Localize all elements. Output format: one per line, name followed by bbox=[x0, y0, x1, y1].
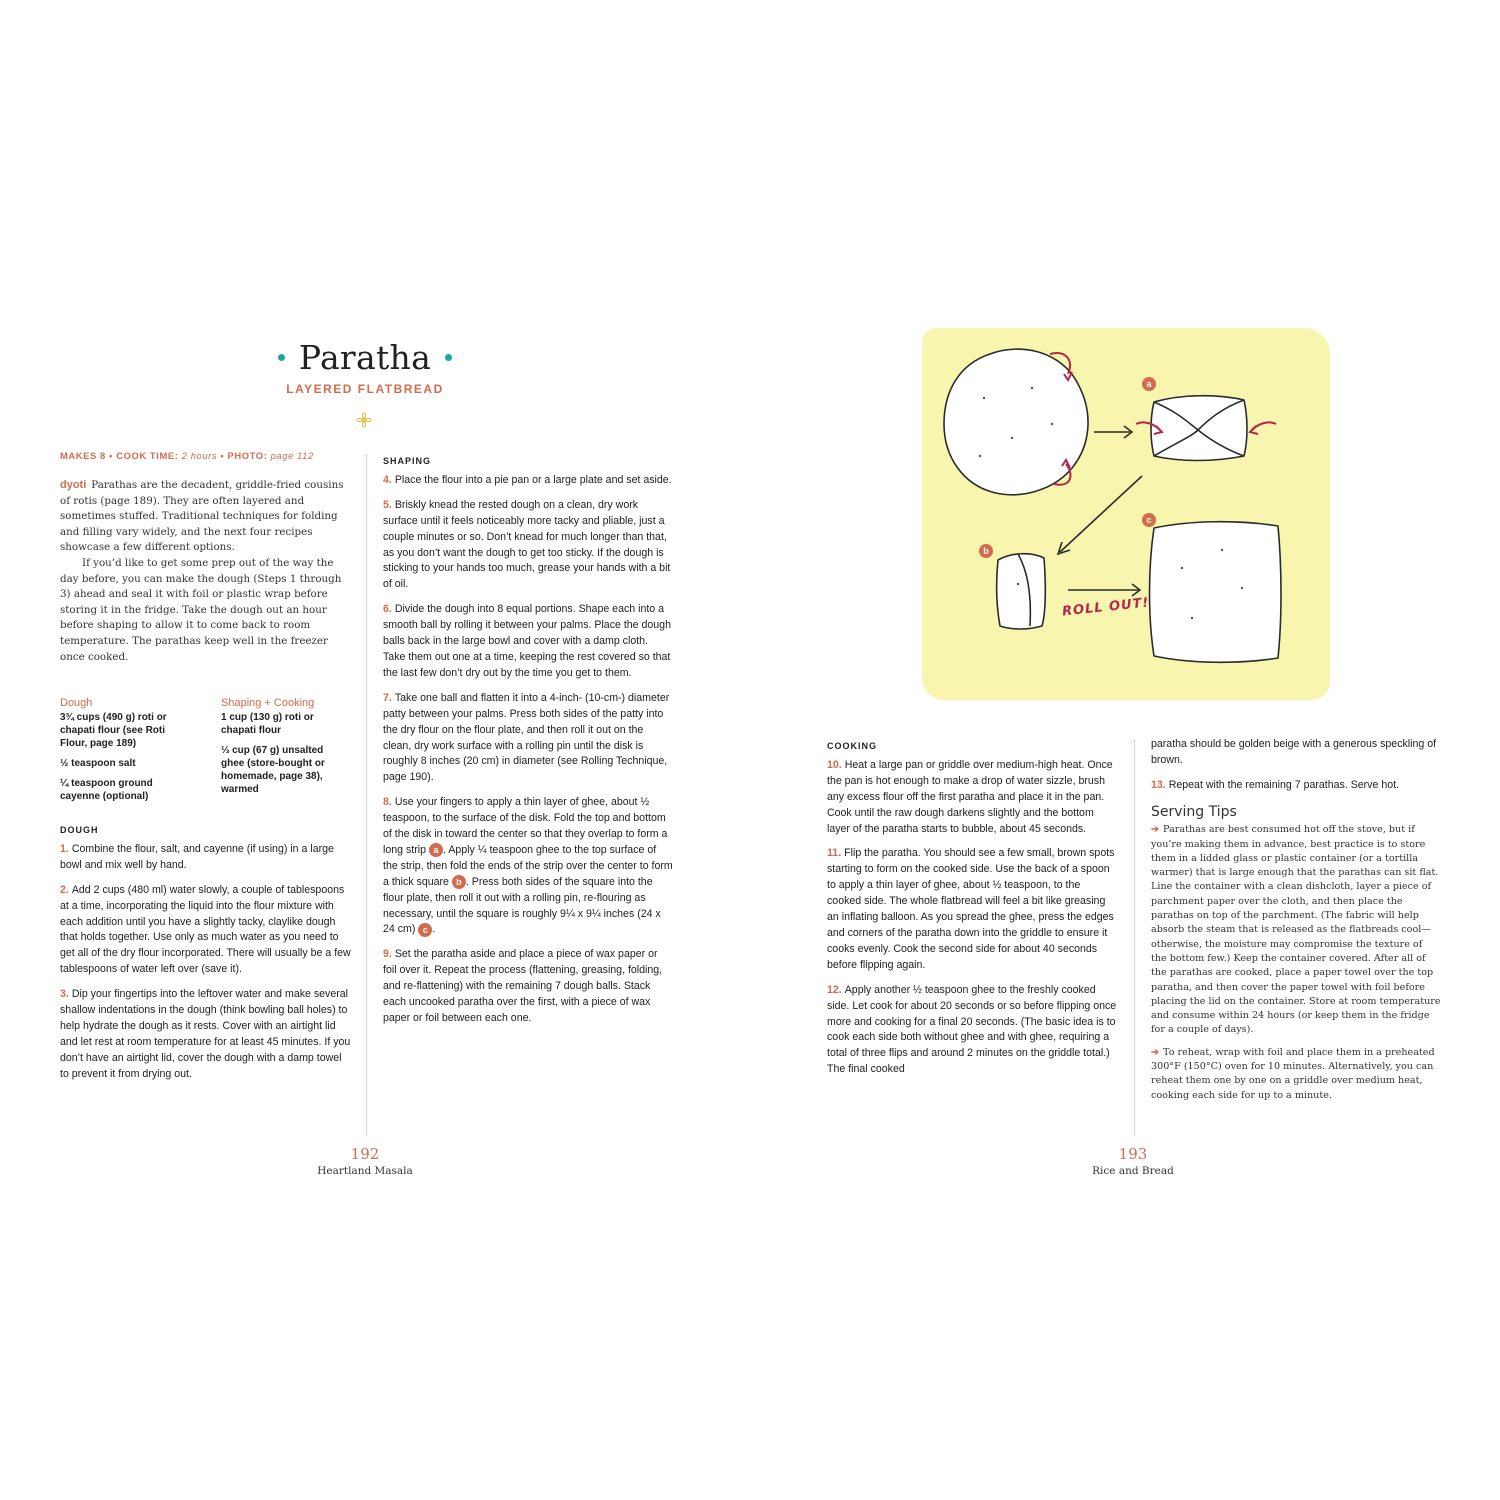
dough-section bbox=[60, 823, 352, 1092]
step-number: 5. bbox=[383, 498, 392, 511]
title-dot-left bbox=[278, 354, 285, 361]
step-7 bbox=[383, 691, 673, 786]
running-footer-right: Rice and Bread bbox=[1092, 1165, 1174, 1177]
step-8 bbox=[383, 795, 673, 938]
recipe-intro bbox=[60, 478, 350, 665]
recipe-meta bbox=[60, 450, 350, 461]
title-dot-right bbox=[445, 354, 452, 361]
dough-ingredients-heading: Dough bbox=[60, 697, 93, 709]
folding-illustration bbox=[922, 328, 1330, 700]
ingredient-item: 1 cup (130 g) roti or chapati flour bbox=[221, 712, 314, 736]
step-10 bbox=[827, 758, 1117, 838]
arrow-icon: ➔ bbox=[1151, 824, 1160, 836]
step-number: 9. bbox=[383, 948, 392, 961]
page-number-left: 192 bbox=[350, 1145, 380, 1163]
step-text: Divide the dough into 8 equal portions. Shape each into a smooth ball by rolling it between your palms. Place the dough balls back in the large bowl and cover with a damp cloth. Take them out one at a time, keeping the rest covered so that the last few don’t dry out by the time you get to them. bbox=[383, 603, 671, 679]
rolled-square-shape bbox=[1150, 522, 1282, 663]
ingredient-item: ½ teaspoon salt bbox=[60, 758, 136, 769]
step-text: Briskly knead the rested dough on a clean, dry work surface until it feels noticeably more tacky and pliable, just a couple minutes or so. Don’t knead for much longer than that, as you don’t want the dough to get too sticky. If the dough is sticking to your hands too much, grease your hands with a bit of oil. bbox=[383, 498, 671, 591]
column-divider bbox=[1134, 740, 1135, 1135]
step-9 bbox=[383, 947, 673, 1027]
step-text: Repeat with the remaining 7 parathas. Serve hot. bbox=[1168, 778, 1399, 791]
serving-tip-2 bbox=[1151, 1046, 1441, 1103]
serving-tips-heading: Serving Tips bbox=[1151, 804, 1237, 820]
step-12-continuation: paratha should be golden beige with a generous speckling of brown. bbox=[1151, 738, 1437, 766]
step-text: Set the paratha aside and place a piece of wax paper or foil over it. Repeat the process (flattening, greasing, folding, and re-flattening) with the remaining 7 dough balls. Stack each uncooked paratha over the first, with a piece of wax paper or foil between each one. bbox=[383, 948, 663, 1024]
step-3 bbox=[60, 987, 352, 1082]
step-text: Add 2 cups (480 ml) water slowly, a couple of tablespoons at a time, incorporating the liquid into the flour mixture with each addition until you have a slightly tacky, claylike dough that holds together. Use only as much water as you need to get all of the dry flour incorporated. There will usually be a few tablespoons of water left over (save it). bbox=[60, 883, 351, 976]
shaping-section-heading: SHAPING bbox=[383, 456, 432, 466]
cooking-continuation bbox=[1151, 737, 1441, 803]
shaping-ingredients bbox=[221, 697, 346, 803]
ingredient-item: 3¾ cups (490 g) roti or chapati flour (see Roti Flour, page 189) bbox=[60, 712, 167, 749]
step-text: Combine the flour, salt, and cayenne (if using) in a large bowl and mix well by hand. bbox=[60, 842, 334, 871]
step-number: 11. bbox=[827, 847, 842, 860]
step-2 bbox=[60, 883, 352, 978]
arrow-icon: ➔ bbox=[1151, 1046, 1160, 1058]
step-12 bbox=[827, 983, 1117, 1078]
step-13 bbox=[1151, 778, 1441, 794]
illustration-label-a: a bbox=[1142, 377, 1156, 391]
step-text: Apply another ½ teaspoon ghee to the freshly cooked side. Let cook for about 20 seconds or so before flipping once more and cooking for a final 20 seconds. (The basic idea is to cook each side both without ghee and with ghee, requiring a total of three flips and around 2 minutes on the griddle total.) The final cooked bbox=[827, 983, 1117, 1076]
step-text: Dip your fingertips into the leftover water and make several shallow indentations in the dough (think bowling ball holes) to help hydrate the dough as it rests. Cover with an airtight lid and let rest at room temperature for at least 45 minutes. If you don’t have an airtight lid, cover the dough with a damp towel to prevent it from drying out. bbox=[60, 988, 351, 1080]
dough-section-heading: DOUGH bbox=[60, 825, 99, 835]
recipe-title-row bbox=[240, 332, 490, 382]
photo-page-link: page 112 bbox=[270, 450, 314, 461]
ingredient-item: ⅓ cup (67 g) unsalted ghee (store-bought or homemade, page 38), warmed bbox=[221, 745, 325, 795]
recipe-title: Paratha bbox=[298, 337, 432, 377]
step-11 bbox=[827, 846, 1117, 973]
shaping-ingredients-heading: Shaping + Cooking bbox=[221, 697, 315, 709]
roll-out-label: ROLL OUT! bbox=[1061, 595, 1151, 620]
step-text: Take one ball and flatten it into a 4-inch- (10-cm-) diameter patty between your palms. Press both sides of the patty into the dry flour on the flour plate, and then roll it out on the clean, dry work surface with a rolling pin until the disk is roughly 8 inches (20 cm) in diameter (see Rolling Technique, page 190). bbox=[383, 691, 670, 784]
cooking-section bbox=[827, 739, 1117, 1087]
step-number: 6. bbox=[383, 603, 392, 616]
tip-text: Parathas are best consumed hot off the stove, but if you’re making them in advance, best practice is to store them in a lidded glass or plastic container (or a tortilla warmer) that is large enough that the parathas can sit flat. Line the container with a clean dishcloth, layer a piece of parchment paper over the cloth, and then place the parathas on top of the parchment. (The fabric will help absorb the steam that is released as the flatbreads cool—otherwise, the moisture may compromise the texture of the bottom few.) Keep the container covered. After all of the parathas are cooked, place a paper towel over the top paratha, and then cover the paper towel with foil before placing the lid on the container. Store at room temperature and consume within 24 hours (or keep them in the fridge for a couple of days). bbox=[1151, 824, 1441, 1036]
serving-tips bbox=[1151, 805, 1441, 1111]
folded-square-shape bbox=[997, 554, 1046, 629]
illustration-label-c: c bbox=[1142, 513, 1156, 527]
page-number-right: 193 bbox=[1118, 1145, 1148, 1163]
cook-time-value: 2 hours bbox=[181, 450, 218, 461]
dough-disk-shape bbox=[944, 349, 1088, 495]
cooking-section-heading: COOKING bbox=[827, 741, 878, 751]
step-number: 1. bbox=[60, 842, 69, 855]
running-footer-left: Heartland Masala bbox=[317, 1165, 413, 1177]
intro-text-1: Parathas are the decadent, griddle-fried cousins of rotis (page 189). They are often layered and sometimes stuffed. Traditional techniques for folding and filling vary widely, and the next four recipes showcase a few different options. bbox=[60, 479, 344, 554]
step-text: . Press both sides of the square into the flour plate, then roll it out with a rolling pin, re-flouring as necessary, until the square is roughly 9¼ x 9¼ inches (24 x 24 cm) bbox=[383, 875, 661, 936]
dough-ingredients bbox=[60, 697, 190, 810]
flower-ornament-icon bbox=[356, 412, 372, 428]
photo-label: PHOTO: bbox=[227, 450, 268, 461]
step-text: . Apply ¼ teaspoon ghee to the top surface of the strip, then fold the ends of the strip over the center to form a thick square bbox=[383, 843, 673, 888]
step-number: 4. bbox=[383, 473, 392, 486]
figure-a-badge: a bbox=[429, 843, 443, 857]
tip-text: To reheat, wrap with foil and place them in a preheated 300°F (150°C) oven for 10 minutes. Alternatively, you can reheat them one by one on a griddle over medium heat, cooking each side for up to a minute. bbox=[1151, 1046, 1435, 1101]
cook-time-label: COOK TIME: bbox=[116, 450, 179, 461]
step-5 bbox=[383, 498, 673, 593]
step-number: 10. bbox=[827, 758, 842, 771]
step-number: 13. bbox=[1151, 778, 1166, 791]
step-text: . bbox=[432, 923, 436, 936]
step-text: Place the flour into a pie pan or a large plate and set aside. bbox=[394, 473, 672, 486]
intro-author: dyoti bbox=[60, 479, 87, 491]
meta-separator: • bbox=[109, 450, 113, 461]
column-divider bbox=[366, 455, 367, 1135]
illustration-label-b: b bbox=[979, 544, 993, 558]
step-text: Heat a large pan or griddle over medium-high heat. Once the pan is hot enough to make a drop of water sizzle, brush any excess flour off the first paratha and place it in the pan. Cook until the raw dough darkens slightly and the bottom layer of the paratha starts to bubble, about 45 seconds. bbox=[827, 758, 1113, 835]
step-number: 2. bbox=[60, 883, 69, 896]
step-1 bbox=[60, 842, 352, 874]
step-4 bbox=[383, 473, 673, 489]
step-text: Use your fingers to apply a thin layer of ghee, about ½ teaspoon, to the surface of the disk. Fold the top and bottom of the disk in toward the center so that they overlap to form a long strip bbox=[383, 796, 668, 856]
step-number: 8. bbox=[383, 796, 392, 809]
figure-b-badge: b bbox=[452, 875, 466, 889]
intro-paragraph-1 bbox=[60, 478, 350, 556]
makes-label: MAKES 8 bbox=[60, 450, 106, 461]
intro-paragraph-2: If you’d like to get some prep out of the way the day before, you can make the dough (Steps 1 through 3) ahead and seal it with foil or plastic wrap before storing it in the fridge. Take the dough out an hour before shaping to allow it to come back to room temperature. The parathas keep well in the freezer once cooked. bbox=[60, 556, 342, 663]
shaping-section bbox=[383, 454, 673, 1036]
ingredient-item: ¼ teaspoon ground cayenne (optional) bbox=[60, 778, 153, 802]
serving-tip-1 bbox=[1151, 823, 1441, 1037]
step-text: Flip the paratha. You should see a few small, brown spots starting to form on the cooked side. Use the back of a spoon to apply a thin layer of ghee, about ½ teaspoon, to the cooked side. The whole flatbread will feel a bit like greasing an inflating balloon. As you spread the ghee, press the edges and corners of the paratha down into the griddle to ensure it cooks evenly. Cook the second side for about 40 seconds before flipping again. bbox=[827, 847, 1115, 971]
recipe-subtitle: LAYERED FLATBREAD bbox=[286, 382, 444, 396]
step-number: 12. bbox=[827, 983, 842, 996]
meta-separator: • bbox=[220, 450, 225, 461]
step-6 bbox=[383, 602, 673, 682]
step-number: 3. bbox=[60, 988, 69, 1001]
step-number: 7. bbox=[383, 691, 392, 704]
figure-c-badge: c bbox=[418, 923, 432, 937]
